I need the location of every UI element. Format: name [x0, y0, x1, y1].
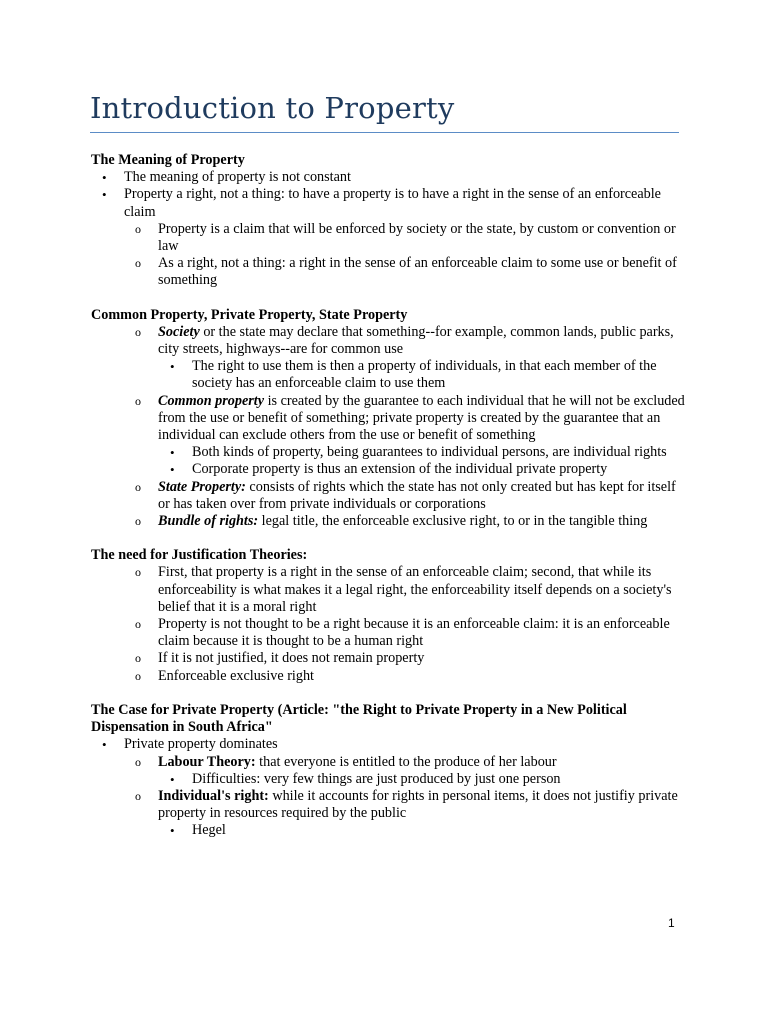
list-item: [91, 479, 691, 513]
section-heading: The Meaning of Property: [91, 152, 245, 168]
list-item: [91, 754, 691, 771]
list-item: [91, 771, 691, 788]
circle-bullet-icon: o: [135, 617, 141, 632]
disc-bullet-icon: •: [170, 823, 175, 839]
item-lead-term: Labour Theory:: [158, 753, 256, 770]
circle-bullet-icon: o: [135, 514, 141, 529]
item-text: Property a right, not a thing: to have a property is to have a right in the sense of an enforceable claim: [124, 186, 661, 220]
list-item: [91, 393, 691, 445]
item-text: Private property dominates: [124, 736, 278, 753]
circle-bullet-icon: o: [135, 221, 141, 236]
item-lead-term: State Property:: [158, 478, 246, 495]
list-item: [91, 788, 691, 822]
item-lead-term: Common property: [158, 392, 265, 409]
list-item: [91, 736, 691, 753]
item-text: Both kinds of property, being guarantees to individual persons, are individual rights: [192, 444, 667, 461]
circle-bullet-icon: o: [135, 754, 141, 769]
list-item: [91, 186, 691, 220]
circle-bullet-icon: o: [135, 651, 141, 666]
list-item: [91, 221, 691, 255]
item-text: First, that property is a right in the sense of an enforceable claim; second, that while its enforceability is what makes it a legal right, the enforceability itself depends on a society's belief that it is a moral right: [158, 564, 672, 615]
circle-bullet-icon: o: [135, 479, 141, 494]
circle-bullet-icon: o: [135, 256, 141, 271]
list-item: [91, 358, 691, 392]
section-heading: The Case for Private Property (Article: "the Right to Private Property in a New Political Dispensation in South Africa": [91, 701, 627, 736]
list-item: [91, 616, 691, 650]
disc-bullet-icon: •: [170, 445, 175, 461]
disc-bullet-icon: •: [102, 170, 107, 186]
item-text: legal title, the enforceable exclusive right, to or in the tangible thing: [258, 513, 648, 530]
item-lead-term: Bundle of rights:: [158, 513, 259, 530]
title-divider: [90, 132, 679, 133]
item-text: As a right, not a thing: a right in the sense of an enforceable claim to some use or benefit of something: [158, 255, 677, 289]
disc-bullet-icon: •: [170, 359, 175, 375]
disc-bullet-icon: •: [170, 462, 175, 478]
item-text: or the state may declare that something--for example, common lands, public parks, city streets, highways--are for common use: [158, 323, 674, 358]
list-item: [91, 513, 691, 530]
bullet-list: [91, 324, 691, 530]
circle-bullet-icon: o: [135, 393, 141, 408]
list-item: [91, 650, 691, 667]
item-text: Property is a claim that will be enforced by society or the state, by custom or convention or law: [158, 220, 676, 255]
list-item: [91, 822, 691, 839]
disc-bullet-icon: •: [170, 771, 175, 787]
item-text: The meaning of property is not constant: [124, 169, 351, 186]
item-text: is created by the guarantee to each individual that he will not be excluded from the use or benefit of something; private property is created by the guarantee that an individual can exclude others from the use or benefit of something: [158, 392, 685, 444]
item-text: Corporate property is thus an extension of the individual private property: [192, 461, 608, 478]
disc-bullet-icon: •: [102, 187, 107, 203]
list-item: [91, 444, 691, 461]
item-text: If it is not justified, it does not remain property: [158, 650, 425, 667]
section-heading: The need for Justification Theories:: [91, 547, 308, 564]
list-item: [91, 461, 691, 478]
page-title: Introduction to Property: [90, 91, 455, 125]
section-heading: Common Property, Private Property, State Property: [91, 306, 408, 323]
list-item: [91, 324, 691, 358]
item-lead-term: Individual's right:: [158, 787, 269, 804]
item-text: Enforceable exclusive right: [158, 667, 314, 684]
item-text: Difficulties: very few things are just produced by just one person: [192, 770, 561, 787]
page-number: 1: [668, 916, 675, 930]
circle-bullet-icon: o: [135, 324, 141, 339]
circle-bullet-icon: o: [135, 565, 141, 580]
item-lead-term: Society: [158, 323, 200, 340]
list-item: [91, 564, 691, 616]
bullet-list: [91, 169, 691, 289]
item-text: that everyone is entitled to the produce of her labour: [255, 753, 557, 770]
list-item: [91, 668, 691, 685]
item-text: Property is not thought to be a right because it is an enforceable claim: it is an enforceable claim because it is thought to be a human right: [158, 616, 670, 650]
list-item: [91, 255, 691, 289]
bullet-list: [91, 564, 691, 684]
circle-bullet-icon: o: [135, 668, 141, 683]
item-text: The right to use them is then a property of individuals, in that each member of the society has an enforceable claim to use them: [192, 358, 657, 392]
item-text: while it accounts for rights in personal items, it does not justifiy private property in resources required by the public: [158, 787, 678, 822]
item-text: consists of rights which the state has not only created but has kept for itself or has taken over from private individuals or corporations: [158, 478, 676, 512]
document-body: [91, 152, 691, 840]
item-text: Hegel: [192, 822, 226, 839]
bullet-list: [91, 736, 691, 839]
list-item: [91, 169, 691, 186]
disc-bullet-icon: •: [102, 737, 107, 753]
circle-bullet-icon: o: [135, 788, 141, 803]
